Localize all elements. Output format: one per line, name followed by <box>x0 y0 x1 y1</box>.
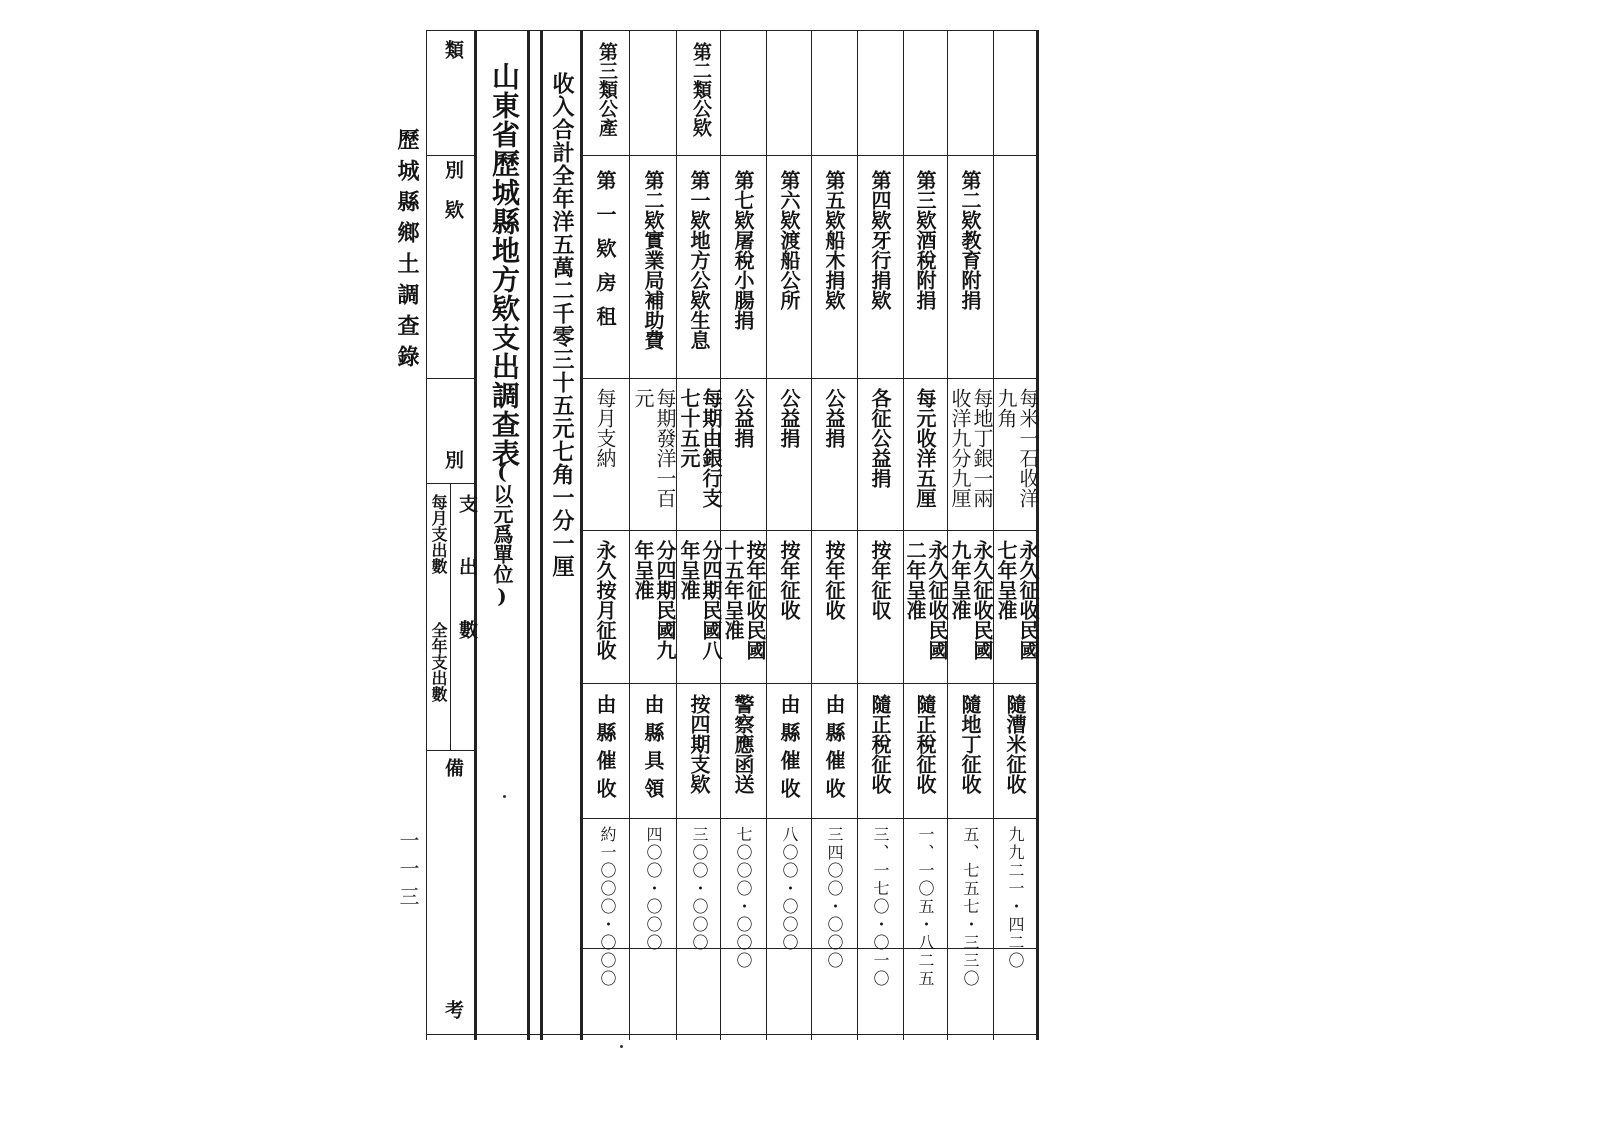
header-rule <box>426 155 474 156</box>
page-number: 一一三 <box>396 830 420 914</box>
header-remark: 備 <box>442 758 464 777</box>
rule <box>903 30 904 1040</box>
row-basis: 每期發洋一百元 <box>631 388 677 508</box>
header-monthly-label: 每月支出數 <box>429 494 448 574</box>
row-item: 第二欵實業局補助費 <box>641 170 665 350</box>
row-item: 第一欵房租 <box>593 170 617 340</box>
row-category: 第二類公欵 <box>690 42 712 137</box>
row-collection: 隨正稅征收 <box>868 694 892 794</box>
row-basis: 每元收洋五厘 <box>913 388 937 508</box>
income-total: 收入合計全年洋五萬二千零三十五元七角一分一厘 <box>549 72 575 578</box>
row-approval: 按年征收民國十五年呈准 <box>721 540 767 660</box>
band-rule <box>580 818 1036 819</box>
header-rule <box>426 378 474 379</box>
row-collection: 隨漕米征收 <box>1003 694 1027 794</box>
rule <box>629 30 630 1040</box>
row-collection: 隨正稅征收 <box>913 694 937 794</box>
band-rule <box>580 530 1036 531</box>
row-amount: 八〇〇・〇〇〇 <box>780 826 799 952</box>
rule <box>766 30 767 1040</box>
rule <box>580 30 583 1040</box>
band-rule <box>580 378 1036 379</box>
scan-speck <box>620 1045 623 1048</box>
header-remark: 考 <box>442 1000 464 1019</box>
header-category: 欵 <box>442 200 464 219</box>
row-item: 第四欵牙行捐欵 <box>868 170 892 310</box>
row-item: 第二欵教育附捐 <box>958 170 982 310</box>
row-basis: 公益捐 <box>731 388 755 448</box>
row-item: 第一欵地方公欵生息 <box>687 170 711 350</box>
row-collection: 由縣具領 <box>641 694 665 806</box>
row-category: 第三類公產 <box>596 42 618 137</box>
row-amount: 九九二一・四二〇 <box>1006 826 1025 970</box>
row-basis: 每米一石收洋九角 <box>994 388 1040 508</box>
rule <box>811 30 812 1040</box>
header-category: 別 <box>442 160 464 179</box>
row-amount: 三〇〇・〇〇〇 <box>690 826 709 952</box>
rule <box>1036 30 1039 1040</box>
rule <box>720 30 721 1040</box>
row-collection: 警察應函送 <box>731 694 755 794</box>
row-collection: 由縣催收 <box>822 694 846 806</box>
row-amount: 五、七五七・三三〇 <box>961 826 980 988</box>
row-approval: 永久征收民國二年呈准 <box>903 540 949 660</box>
row-approval: 按年征収 <box>868 540 892 620</box>
row-collection: 由縣催收 <box>593 694 617 806</box>
row-amount: 三四〇〇・〇〇〇 <box>825 826 844 970</box>
row-approval: 永久按月征收 <box>593 540 617 660</box>
table-title: 山東省歷城縣地方欵支出調查表 <box>488 62 521 468</box>
row-amount: 約一〇〇〇・〇〇〇 <box>598 826 617 988</box>
row-approval: 永久征收民國七年呈准 <box>994 540 1040 660</box>
row-collection: 隨地丁征收 <box>958 694 982 794</box>
rule <box>426 30 427 1040</box>
rule <box>947 30 948 1040</box>
row-item: 第五欵船木捐欵 <box>822 170 846 310</box>
rule <box>993 30 994 1040</box>
row-collection: 由縣催收 <box>777 694 801 806</box>
header-yearly-label: 全年支出數 <box>429 622 448 702</box>
row-collection: 按四期支欵 <box>687 694 711 794</box>
rule <box>527 30 530 1040</box>
running-title: 歷城縣鄉土調查錄 <box>394 128 420 376</box>
row-item: 第六欵渡船公所 <box>777 170 801 310</box>
header-subdivider <box>450 483 451 750</box>
header-rule <box>426 750 474 751</box>
header-expense-label: 支出數 <box>456 494 478 683</box>
row-amount: 四〇〇・〇〇〇 <box>644 826 663 952</box>
row-amount: 一、一〇五・八二五 <box>916 826 935 988</box>
row-basis: 每期由銀行支七十五元 <box>677 388 723 508</box>
rule <box>540 30 543 1040</box>
unit-note: (以元爲單位) <box>490 460 514 608</box>
row-amount: 三、一七〇・〇一〇 <box>871 826 890 988</box>
rule <box>857 30 858 1040</box>
row-basis: 各征公益捐 <box>868 388 892 488</box>
band-rule <box>580 155 1036 156</box>
header-category: 類 <box>442 40 464 59</box>
row-approval: 分四期民國八年呈准 <box>677 540 723 660</box>
row-basis: 每地丁銀一兩收洋九分九厘 <box>948 388 994 508</box>
row-amount: 七〇〇〇・〇〇〇 <box>734 826 753 970</box>
row-approval: 永久征收民國九年呈准 <box>948 540 994 660</box>
band-rule <box>580 683 1036 684</box>
row-basis: 公益捐 <box>822 388 846 448</box>
row-approval: 按年征收 <box>822 540 846 620</box>
scan-speck <box>503 795 506 798</box>
row-item: 第三欵酒稅附捐 <box>913 170 937 310</box>
row-approval: 按年征收 <box>777 540 801 620</box>
row-basis: 每月支納 <box>593 388 617 468</box>
row-approval: 分四期民國九年呈准 <box>631 540 677 660</box>
rule <box>676 30 677 1040</box>
row-item: 第七欵屠稅小腸捐 <box>731 170 755 330</box>
row-basis: 公益捐 <box>777 388 801 448</box>
header-item-label: 別 <box>442 450 464 469</box>
